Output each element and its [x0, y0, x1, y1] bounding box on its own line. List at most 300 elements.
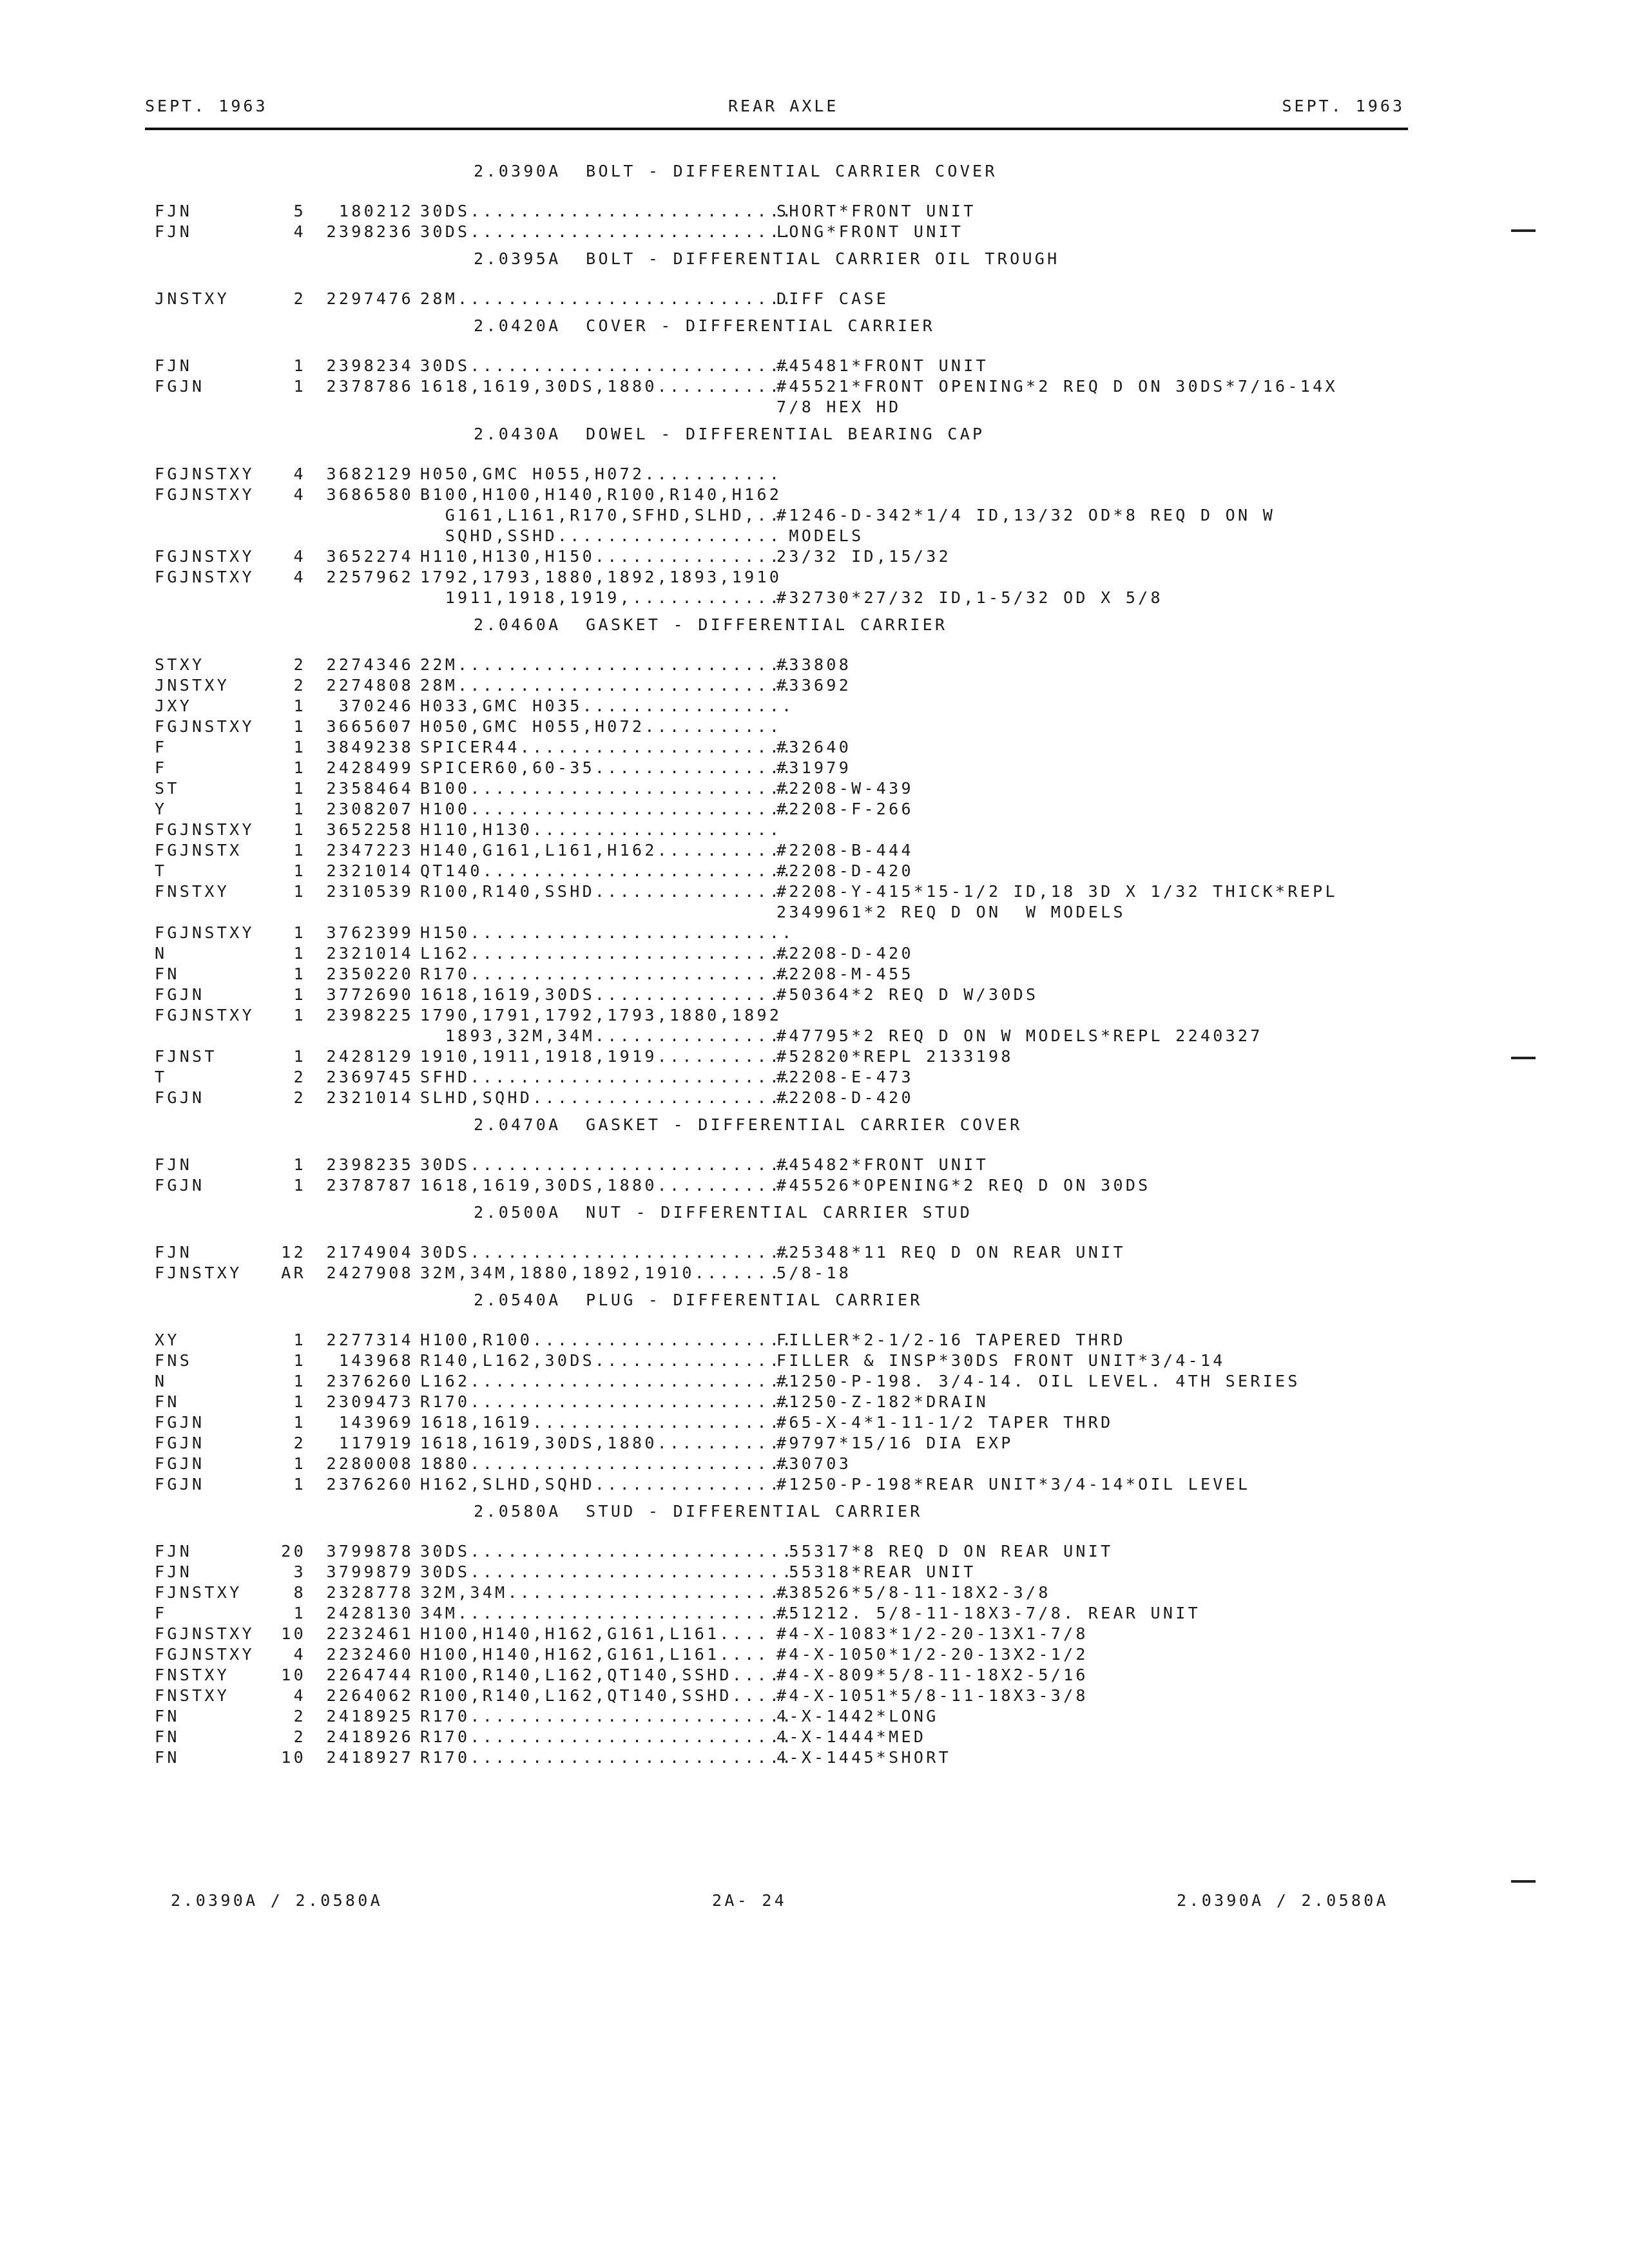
application: H100,R100.....................: [420, 1331, 795, 1349]
quantity: 4: [293, 465, 306, 483]
application: 30DS..........................: [420, 202, 795, 220]
catalog-section: [155, 1202, 1379, 1283]
model-codes: JXY: [155, 697, 193, 715]
model-codes: FNSTXY: [155, 1686, 230, 1705]
part-number: 2321014: [326, 944, 414, 963]
remarks: #1250-P-198*REAR UNIT*3/4-14*OIL LEVEL: [776, 1475, 1251, 1494]
part-row: [155, 655, 1379, 675]
quantity: 2: [293, 1088, 306, 1107]
quantity: 1: [293, 738, 306, 756]
application: H100,H140,H162,G161,L161....: [420, 1624, 769, 1643]
quantity: 4: [293, 485, 306, 504]
application: L162..........................: [420, 944, 795, 963]
application: R100,R140,L162,QT140,SSHD....: [420, 1686, 782, 1705]
quantity: 1: [293, 882, 306, 901]
part-row: [155, 1263, 1379, 1283]
application: 30DS..........................: [420, 222, 795, 241]
margin-mark: [1511, 1057, 1536, 1059]
remarks: DIFF CASE: [776, 289, 889, 308]
part-row: [155, 485, 1379, 505]
model-codes: FNS: [155, 1351, 193, 1370]
part-row: [155, 567, 1379, 588]
parts-listing: [155, 155, 1379, 1768]
margin-mark: [1511, 229, 1536, 232]
quantity: 1: [293, 1351, 306, 1370]
catalog-section: [155, 424, 1379, 608]
application: H162,SLHD,SQHD...............: [420, 1475, 782, 1494]
header-date-right: SEPT. 1963: [1282, 97, 1405, 115]
application: 30DS..........................: [420, 356, 795, 375]
quantity: 10: [281, 1666, 306, 1684]
model-codes: FJN: [155, 356, 193, 375]
quantity: 1: [293, 985, 306, 1004]
part-row: [155, 675, 1379, 696]
part-row: [155, 799, 1379, 820]
remarks: 55317*8 REQ D ON REAR UNIT: [776, 1542, 1113, 1561]
part-row: [155, 1242, 1379, 1263]
part-row: [155, 1582, 1379, 1603]
application: QT140.........................: [420, 861, 795, 880]
remarks: 55318*REAR UNIT: [776, 1562, 976, 1581]
footer-range-right: 2.0390A / 2.0580A: [1177, 1891, 1389, 1910]
remarks: #45526*OPENING*2 REQ D ON 30DS: [776, 1176, 1151, 1195]
application: 22M...........................: [420, 655, 795, 674]
remarks: #9797*15/16 DIA EXP: [776, 1434, 1014, 1452]
model-codes: FGJN: [155, 1088, 205, 1107]
model-codes: FGJN: [155, 377, 205, 396]
remarks: FILLER & INSP*30DS FRONT UNIT*3/4-14: [776, 1351, 1226, 1370]
application: 1893,32M,34M...............: [420, 1026, 782, 1045]
quantity: 1: [293, 1604, 306, 1622]
application: 32M,34M,1880,1892,1910.......: [420, 1264, 782, 1282]
quantity: 1: [293, 1155, 306, 1174]
catalog-section: [155, 1501, 1379, 1768]
part-number: 2321014: [326, 1088, 414, 1107]
part-number: 2369745: [326, 1068, 414, 1086]
model-codes: FGJNSTXY: [155, 923, 255, 942]
header-rule: [145, 128, 1408, 130]
model-codes: FGJNSTXY: [155, 485, 255, 504]
model-codes: FGJNSTXY: [155, 1006, 255, 1024]
model-codes: FN: [155, 1707, 180, 1725]
model-codes: FJN: [155, 1562, 193, 1581]
part-number: 2297476: [326, 289, 414, 308]
model-codes: FJNST: [155, 1047, 217, 1066]
part-number: 3772690: [326, 985, 414, 1004]
application: R100,R140,L162,QT140,SSHD....: [420, 1666, 782, 1684]
part-number: 2428130: [326, 1604, 414, 1622]
application: 1618,1619,30DS...............: [420, 985, 782, 1004]
model-codes: FGJNSTXY: [155, 568, 255, 586]
part-row: [155, 546, 1379, 567]
page-footer: [171, 1891, 1389, 1917]
model-codes: FJNSTXY: [155, 1583, 242, 1602]
remarks: #2208-W-439: [776, 779, 914, 798]
model-codes: FGJNSTXY: [155, 717, 255, 736]
part-number: 2427908: [326, 1264, 414, 1282]
remarks: 5/8-18: [776, 1264, 852, 1282]
application: SQHD,SSHD..................: [420, 526, 782, 545]
quantity: 1: [293, 1176, 306, 1195]
part-number: 2347223: [326, 841, 414, 860]
quantity: 10: [281, 1748, 306, 1767]
remarks: #2208-F-266: [776, 800, 914, 818]
part-number: 2321014: [326, 861, 414, 880]
part-number: 117919: [338, 1434, 414, 1452]
part-row: [155, 1665, 1379, 1686]
catalog-section: [155, 249, 1379, 309]
model-codes: FGJNSTXY: [155, 820, 255, 839]
model-codes: FN: [155, 1392, 180, 1411]
model-codes: FGJNSTX: [155, 841, 242, 860]
quantity: 10: [281, 1624, 306, 1643]
section-title: 2.0390A BOLT - DIFFERENTIAL CARRIER COVER: [474, 162, 998, 180]
model-codes: FJN: [155, 1155, 193, 1174]
quantity: 1: [293, 377, 306, 396]
application: 30DS..........................: [420, 1562, 795, 1581]
part-number: 2264744: [326, 1666, 414, 1684]
quantity: 1: [293, 923, 306, 942]
model-codes: FN: [155, 1748, 180, 1767]
remarks: #31979: [776, 758, 852, 777]
part-row: [155, 881, 1379, 902]
application: B100,H100,H140,R100,R140,H162: [420, 485, 782, 504]
part-row: [155, 840, 1379, 861]
remarks: #2208-Y-415*15-1/2 ID,18 3D X 1/32 THICK*REPL: [776, 882, 1338, 901]
remarks: #65-X-4*1-11-1/2 TAPER THRD: [776, 1413, 1113, 1432]
application: L162..........................: [420, 1372, 795, 1390]
application: SFHD..........................: [420, 1068, 795, 1086]
catalog-section: [155, 1115, 1379, 1196]
model-codes: Y: [155, 800, 168, 818]
section-title: 2.0580A STUD - DIFFERENTIAL CARRIER: [474, 1502, 923, 1521]
part-row: [155, 861, 1379, 881]
quantity: 4: [293, 222, 306, 241]
part-number: 2418926: [326, 1727, 414, 1746]
remarks: 2349961*2 REQ D ON W MODELS: [776, 903, 1126, 921]
section-title: 2.0420A COVER - DIFFERENTIAL CARRIER: [474, 316, 935, 335]
part-row: [155, 1088, 1379, 1108]
quantity: 2: [293, 676, 306, 695]
remarks: #32730*27/32 ID,1-5/32 OD X 5/8: [776, 588, 1163, 607]
part-number: 3849238: [326, 738, 414, 756]
remarks: #2208-D-420: [776, 1088, 914, 1107]
part-number: 3762399: [326, 923, 414, 942]
part-number: 2398235: [326, 1155, 414, 1174]
part-number: 2376260: [326, 1372, 414, 1390]
quantity: 4: [293, 1645, 306, 1664]
remarks: #32640: [776, 738, 852, 756]
part-number: 2277314: [326, 1331, 414, 1349]
application: H100..........................: [420, 800, 795, 818]
remarks: #33692: [776, 676, 852, 695]
quantity: 1: [293, 1413, 306, 1432]
application: 28M...........................: [420, 676, 795, 695]
part-number: 3665607: [326, 717, 414, 736]
part-row: [155, 1603, 1379, 1624]
application: R170..........................: [420, 1727, 795, 1746]
model-codes: T: [155, 1068, 168, 1086]
part-number: 3686580: [326, 485, 414, 504]
part-number: 2398234: [326, 356, 414, 375]
catalog-section: [155, 316, 1379, 418]
quantity: 1: [293, 1006, 306, 1024]
part-row: [155, 943, 1379, 964]
application: R170..........................: [420, 965, 795, 983]
part-number: 2350220: [326, 965, 414, 983]
quantity: 1: [293, 1372, 306, 1390]
model-codes: STXY: [155, 655, 205, 674]
model-codes: JNSTXY: [155, 676, 230, 695]
model-codes: FGJNSTXY: [155, 547, 255, 566]
remarks: #45521*FRONT OPENING*2 REQ D ON 30DS*7/16-14X: [776, 377, 1338, 396]
model-codes: F: [155, 1604, 168, 1622]
section-title: 2.0470A GASKET - DIFFERENTIAL CARRIER COVER: [474, 1115, 1023, 1134]
application: SPICER44......................: [420, 738, 795, 756]
part-number: 2232460: [326, 1645, 414, 1664]
part-row: [155, 716, 1379, 737]
part-row: [155, 1706, 1379, 1727]
quantity: 3: [293, 1562, 306, 1581]
part-number: 2398225: [326, 1006, 414, 1024]
section-title: 2.0395A BOLT - DIFFERENTIAL CARRIER OIL TROUGH: [474, 249, 1060, 268]
part-row: [155, 964, 1379, 985]
part-number: 143968: [338, 1351, 414, 1370]
remarks: #4-X-809*5/8-11-18X2-5/16: [776, 1666, 1088, 1684]
application: 1792,1793,1880,1892,1893,1910: [420, 568, 782, 586]
model-codes: FGJN: [155, 1454, 205, 1473]
part-row-continuation: [155, 1026, 1379, 1046]
part-row: [155, 222, 1379, 242]
application: H050,GMC H055,H072...........: [420, 717, 782, 736]
quantity: 1: [293, 944, 306, 963]
model-codes: F: [155, 738, 168, 756]
model-codes: FGJN: [155, 985, 205, 1004]
quantity: 1: [293, 717, 306, 736]
quantity: 1: [293, 820, 306, 839]
part-row-continuation: [155, 505, 1379, 526]
remarks: 4-X-1444*MED: [776, 1727, 927, 1746]
section-title: 2.0500A NUT - DIFFERENTIAL CARRIER STUD: [474, 1203, 973, 1222]
part-number: 2418927: [326, 1748, 414, 1767]
application: R100,R140,SSHD...............: [420, 882, 782, 901]
part-number: 2428499: [326, 758, 414, 777]
remarks: #33808: [776, 655, 852, 674]
remarks: #1250-P-198. 3/4-14. OIL LEVEL. 4TH SERIES: [776, 1372, 1300, 1390]
part-row: [155, 696, 1379, 716]
part-row: [155, 1046, 1379, 1067]
remarks: LONG*FRONT UNIT: [776, 222, 964, 241]
remarks: FILLER*2-1/2-16 TAPERED THRD: [776, 1331, 1126, 1349]
model-codes: FN: [155, 1727, 180, 1746]
remarks: #45482*FRONT UNIT: [776, 1155, 988, 1174]
part-row: [155, 1454, 1379, 1474]
model-codes: FGJNSTXY: [155, 1624, 255, 1643]
application: 1618,1619,30DS,1880..........: [420, 377, 782, 396]
application: H110,H130....................: [420, 820, 782, 839]
part-number: 2310539: [326, 882, 414, 901]
quantity: 1: [293, 841, 306, 860]
application: SLHD,SQHD.....................: [420, 1088, 795, 1107]
part-number: 2428129: [326, 1047, 414, 1066]
application: 1618,1619,30DS,1880..........: [420, 1434, 782, 1452]
quantity: 2: [293, 1068, 306, 1086]
section-title: 2.0540A PLUG - DIFFERENTIAL CARRIER: [474, 1291, 923, 1309]
application: 32M,34M.......................: [420, 1583, 795, 1602]
quantity: 1: [293, 965, 306, 983]
part-row: [155, 1541, 1379, 1562]
part-row: [155, 1474, 1379, 1495]
remarks: #4-X-1050*1/2-20-13X2-1/2: [776, 1645, 1088, 1664]
part-row: [155, 985, 1379, 1005]
catalog-section: [155, 615, 1379, 1108]
model-codes: ST: [155, 779, 180, 798]
remarks: #2208-D-420: [776, 944, 914, 963]
quantity: 8: [293, 1583, 306, 1602]
part-number: 2378787: [326, 1176, 414, 1195]
quantity: 4: [293, 547, 306, 566]
remarks: #51212. 5/8-11-18X3-7/8. REAR UNIT: [776, 1604, 1200, 1622]
quantity: 1: [293, 758, 306, 777]
application: G161,L161,R170,SFHD,SLHD,..: [420, 506, 782, 524]
quantity: 1: [293, 800, 306, 818]
page-header: [145, 97, 1405, 129]
catalog-section: [155, 161, 1379, 242]
application: 30DS..........................: [420, 1542, 795, 1561]
part-number: 2274346: [326, 655, 414, 674]
part-number: 3652258: [326, 820, 414, 839]
part-row: [155, 1155, 1379, 1175]
application: 1910,1911,1918,1919..........: [420, 1047, 782, 1066]
part-row: [155, 1686, 1379, 1706]
part-number: 2328778: [326, 1583, 414, 1602]
quantity: 2: [293, 289, 306, 308]
part-row: [155, 289, 1379, 309]
part-number: 2280008: [326, 1454, 414, 1473]
margin-mark: [1511, 1880, 1536, 1883]
remarks: #4-X-1051*5/8-11-18X3-3/8: [776, 1686, 1088, 1705]
part-row: [155, 1412, 1379, 1433]
part-row: [155, 1067, 1379, 1088]
application: H110,H130,H150...............: [420, 547, 782, 566]
remarks: #2208-E-473: [776, 1068, 914, 1086]
model-codes: FNSTXY: [155, 1666, 230, 1684]
quantity: 1: [293, 1047, 306, 1066]
application: 1790,1791,1792,1793,1880,1892: [420, 1006, 782, 1024]
model-codes: T: [155, 861, 168, 880]
page-number: 2A- 24: [712, 1891, 787, 1910]
part-row: [155, 376, 1379, 397]
part-row: [155, 820, 1379, 840]
remarks: #50364*2 REQ D W/30DS: [776, 985, 1039, 1004]
part-row: [155, 1562, 1379, 1582]
remarks: #38526*5/8-11-18X2-3/8: [776, 1583, 1051, 1602]
part-row-continuation: [155, 526, 1379, 546]
model-codes: N: [155, 944, 168, 963]
part-row: [155, 737, 1379, 758]
part-number: 2378786: [326, 377, 414, 396]
quantity: 4: [293, 1686, 306, 1705]
model-codes: FJN: [155, 1243, 193, 1262]
remarks: 4-X-1445*SHORT: [776, 1748, 951, 1767]
application: R170..........................: [420, 1392, 795, 1411]
application: B100..........................: [420, 779, 795, 798]
part-number: 3799878: [326, 1542, 414, 1561]
model-codes: FGJN: [155, 1176, 205, 1195]
part-row: [155, 1350, 1379, 1371]
part-number: 370246: [338, 697, 414, 715]
part-row: [155, 1005, 1379, 1026]
model-codes: FJN: [155, 222, 193, 241]
part-row: [155, 356, 1379, 376]
remarks: MODELS: [776, 526, 864, 545]
application: 1880..........................: [420, 1454, 795, 1473]
remarks: #1250-Z-182*DRAIN: [776, 1392, 988, 1411]
remarks: #2208-M-455: [776, 965, 914, 983]
header-title: REAR AXLE: [728, 97, 839, 115]
part-number: 2232461: [326, 1624, 414, 1643]
quantity: 12: [281, 1243, 306, 1262]
remarks: 4-X-1442*LONG: [776, 1707, 939, 1725]
model-codes: FGJN: [155, 1413, 205, 1432]
part-number: 2358464: [326, 779, 414, 798]
application: 1911,1918,1919,............: [420, 588, 782, 607]
quantity: 2: [293, 1707, 306, 1725]
part-number: 2398236: [326, 222, 414, 241]
part-row: [155, 1371, 1379, 1392]
remarks: #52820*REPL 2133198: [776, 1047, 1014, 1066]
application: 34M...........................: [420, 1604, 795, 1622]
part-row: [155, 1433, 1379, 1454]
part-number: 3799879: [326, 1562, 414, 1581]
part-row-continuation: [155, 397, 1379, 418]
quantity: 1: [293, 1392, 306, 1411]
remarks: #1246-D-342*1/4 ID,13/32 OD*8 REQ D ON W: [776, 506, 1276, 524]
application: H140,G161,L161,H162..........: [420, 841, 782, 860]
model-codes: FGJNSTXY: [155, 465, 255, 483]
footer-range-left: 2.0390A / 2.0580A: [171, 1891, 383, 1910]
application: H100,H140,H162,G161,L161....: [420, 1645, 769, 1664]
application: 1618,1619....................: [420, 1413, 782, 1432]
part-row: [155, 778, 1379, 799]
remarks: #2208-D-420: [776, 861, 914, 880]
model-codes: FJN: [155, 202, 193, 220]
quantity: 1: [293, 1454, 306, 1473]
part-row: [155, 1644, 1379, 1665]
model-codes: FN: [155, 965, 180, 983]
application: 30DS..........................: [420, 1155, 795, 1174]
quantity: 4: [293, 568, 306, 586]
header-date-left: SEPT. 1963: [145, 97, 268, 115]
model-codes: F: [155, 758, 168, 777]
application: H050,GMC H055,H072...........: [420, 465, 782, 483]
part-number: 2274808: [326, 676, 414, 695]
model-codes: FGJNSTXY: [155, 1645, 255, 1664]
model-codes: FGJN: [155, 1434, 205, 1452]
part-number: 2257962: [326, 568, 414, 586]
part-number: 2174904: [326, 1243, 414, 1262]
model-codes: FNSTXY: [155, 882, 230, 901]
part-number: 2264062: [326, 1686, 414, 1705]
remarks: #45481*FRONT UNIT: [776, 356, 988, 375]
part-number: 2376260: [326, 1475, 414, 1494]
model-codes: FGJN: [155, 1475, 205, 1494]
part-row: [155, 464, 1379, 485]
application: SPICER60,60-35................: [420, 758, 795, 777]
application: R170..........................: [420, 1748, 795, 1767]
part-number: 2418925: [326, 1707, 414, 1725]
application: 30DS..........................: [420, 1243, 795, 1262]
